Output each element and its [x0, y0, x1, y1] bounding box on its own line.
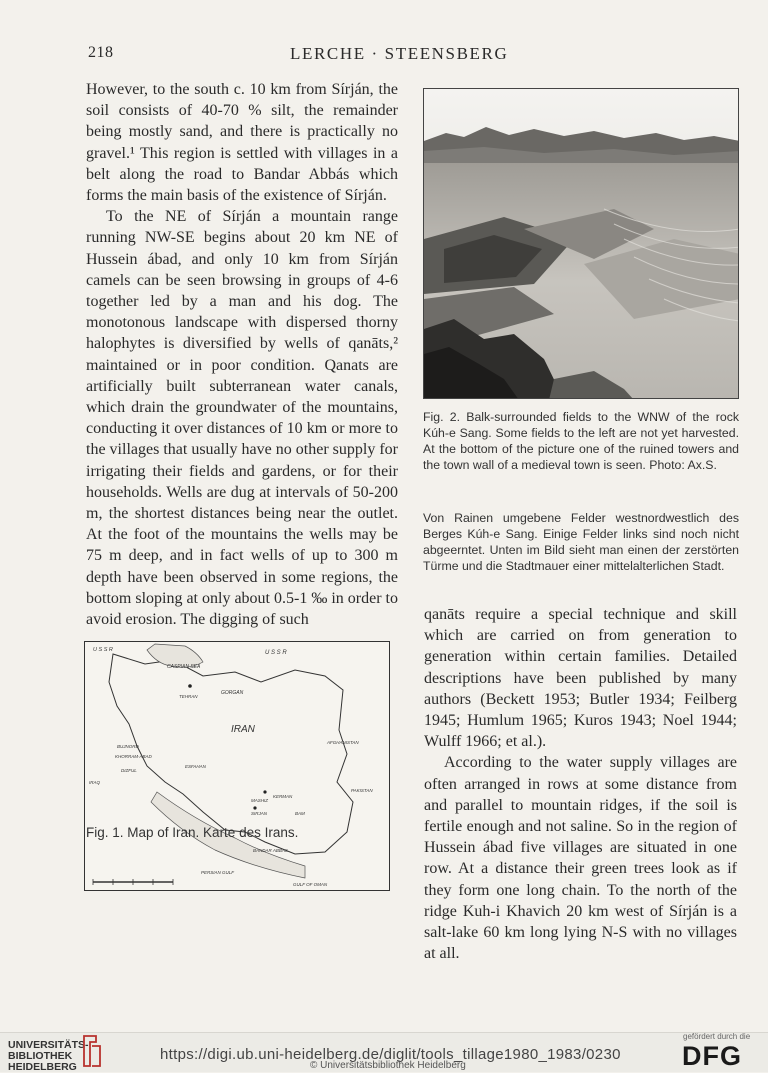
dfg-logo: DFG: [682, 1041, 742, 1071]
aerial-fields-photo: [424, 89, 739, 399]
library-mark-icon: [80, 1034, 102, 1073]
map-label-kerman: KERMAN: [273, 794, 293, 799]
iran-map: [84, 641, 390, 891]
tehran-dot: [188, 684, 192, 688]
map-label-persian-gulf: PERSIAN GULF: [201, 870, 235, 875]
paragraph: To the NE of Sírján a mountain range running NW-SE begins about 20 km NE of Hussein ábad, and only 10 km from Sírján camels can be seen browsing in groups of 4-6 together led by a man and his dog. The monotonous landscape with dispersed thorny halophytes is diversified by wells of qanāts,² maintained or in poor condition. Qanats are artificially built subterranean water canals, which drain the groundwater of the mountains, conducting it over distances of 10 km or more to the villages that usually have no other supply for irrigating their fields and gardens, or for their households. Wells are dug at intervals of 50-200 m, the shortest distances being near the outlet. At the foot of the mountains the wells may be 75 m deep, and in fact wells of up to 300 m depth have been observed in some regions, the bottom sloping at only about 0.5-1 ‰ in order to avoid erosion. The digging of such: [86, 208, 398, 629]
paragraph: According to the water supply villages are often arranged in rows at some distance from and parallel to mountain ridges, if the soil is fertile enough and not saline. So in the region of Hussein ábad five villages are situated in one row. At a distance their green trees look as if they form one long chain. To the north of the ridge Kuh-i Khavich 20 km west of Sírján is a salt-lake 60 km long lying N-S with no villages at all.: [424, 754, 737, 963]
figure-2-caption-english: Fig. 2. Balk-surrounded fields to the WNW of the rock Kúh-e Sang. Some fields to the left are not yet harvested. At the bottom of the picture one of the ruined towers and the town wall of a medieval town is seen. Photo: Ax.S.: [423, 410, 739, 472]
map-label-tehran: TEHRAN: [179, 694, 198, 699]
left-column: [86, 79, 398, 630]
map-label-caspian: CASPIAN SEA: [167, 664, 201, 670]
page-number: 218: [88, 44, 114, 61]
map-label-bam: BAM: [295, 811, 305, 816]
map-label-ussr-left: U S S R: [93, 647, 113, 653]
map-drawing: [85, 642, 389, 890]
map-label-bandar-abbas: BANDAR ABBAS: [253, 848, 288, 853]
map-label-iran: IRAN: [231, 724, 255, 735]
figure-2-caption-german: Von Rainen umgebene Felder westnordwestlich des Berges Kúh-e Sang. Einige Felder links sind noch nicht abgeerntet. Unten im Bild sieht man einen der zerstörten Türme und die Stadtmauer einer mittelalterlichen Stadt.: [423, 511, 739, 573]
figure-1-caption: Fig. 1. Map of Iran. Karte des Irans.: [86, 825, 299, 840]
map-label-bujnord: BUJNORD: [117, 744, 139, 749]
map-label-dizful: DIZFUL: [121, 768, 137, 773]
library-name-line: UNIVERSITÄTS-: [8, 1039, 89, 1051]
map-label-gulf-of-oman: GULF OF OMAN: [293, 882, 328, 887]
map-label-iraq: IRAQ: [89, 780, 101, 785]
map-label-afghanistan: AFGHANISTAN: [327, 740, 359, 745]
map-label-khorram: KHORRAM-ABAD: [115, 754, 152, 759]
library-logo: [8, 1040, 89, 1073]
kerman-dot: [263, 790, 266, 793]
paragraph: qanāts require a special technique and skill which are carried on from generation to generation within certain families. Detailed descriptions have been published by many authors (Beckett 1953; Butler 1934; Feilberg 1945; Humlum 1965; Kuros 1943; Noel 1944; Wulff 1966; et al.).: [424, 606, 737, 751]
running-head: LERCHE · STEENSBERG: [290, 44, 509, 63]
library-name-line: BIBLIOTHEK: [8, 1050, 73, 1062]
map-label-ussr-right: U S S R: [265, 650, 287, 656]
paragraph: However, to the south c. 10 km from Sírján, the soil consists of 40-70 % silt, the remainder being mostly sand, and there is practically no gravel.¹ This region is settled with villages in a belt along the road to Bandar Abbás which forms the main basis of the existence of Sírján.: [86, 81, 398, 205]
digital-library-link[interactable]: https://digi.ub.uni-heidelberg.de/diglit/tools_tillage1980_1983/0230: [160, 1046, 621, 1063]
library-name-line: HEIDELBERG: [8, 1061, 77, 1073]
copyright-notice: © Universitätsbibliothek Heidelberg: [310, 1060, 466, 1071]
map-label-mashiz: MASHIZ: [251, 798, 269, 803]
map-label-pakistan: PAKISTAN: [351, 788, 373, 793]
map-label-sirjan: SIRJAN: [251, 811, 268, 816]
funding-label: gefördert durch die: [683, 1032, 751, 1041]
sirjan-dot: [253, 806, 256, 809]
map-label-esfahan: ESFAHAN: [185, 764, 206, 769]
landscape-photo: [423, 88, 739, 399]
right-column: [424, 604, 737, 964]
map-label-gorgan: GORGAN: [221, 690, 244, 696]
